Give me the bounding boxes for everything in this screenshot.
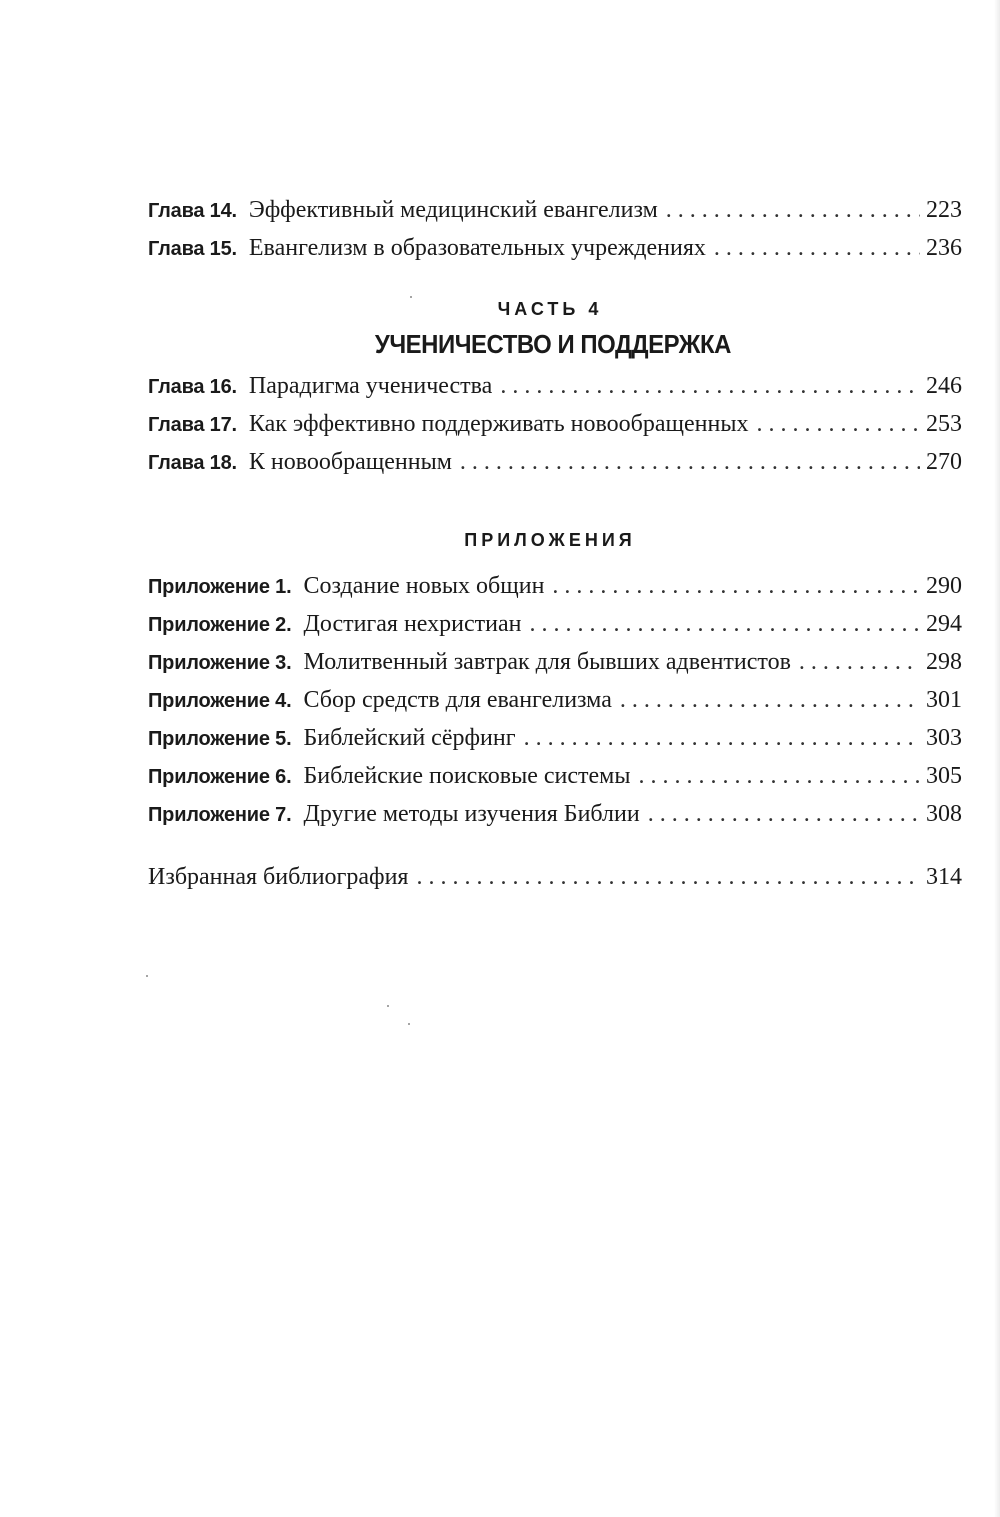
appendix-title: Молитвенный завтрак для бывших адвентистов [303,649,791,675]
appendix-title: Другие методы изучения Библии [303,801,640,827]
chapter-label: Глава 17. [148,414,237,436]
dot-leader [799,643,920,681]
page-number: 223 [926,197,962,223]
scan-speck [410,296,412,298]
scan-speck [387,1005,389,1007]
toc-entry-chapter-18 [148,443,962,481]
toc-entry-chapter-17 [148,405,962,443]
dot-leader [500,367,920,405]
toc-entry-chapter-14 [148,191,962,229]
toc-bibliography [148,858,962,896]
appendix-title: Сбор средств для евангелизма [303,687,612,713]
appendix-title: Библейский сёрфинг [303,725,516,751]
page-number: 246 [926,373,962,399]
toc-entry-appendix-3 [148,643,962,681]
toc-part4 [148,367,962,481]
appendix-label: Приложение 7. [148,804,292,826]
part-kicker: ЧАСТЬ 4 [497,299,603,319]
appendix-label: Приложение 1. [148,576,292,598]
dot-leader [524,719,920,757]
chapter-title: К новообращенным [248,449,452,475]
toc-entry-appendix-1 [148,567,962,605]
page-number: 290 [926,573,962,599]
dot-leader [714,229,920,267]
dot-leader [620,681,920,719]
scan-speck [408,1023,410,1025]
page-number: 236 [926,235,962,261]
page-number: 298 [926,649,962,675]
chapter-title: Как эффективно поддерживать новообращенных [248,411,749,437]
appendix-title: Создание новых общин [303,573,545,599]
scan-speck [146,975,148,977]
toc-entry-appendix-2 [148,605,962,643]
toc-entry-appendix-7 [148,795,962,833]
page-number: 301 [926,687,962,713]
toc-entry-appendix-6 [148,757,962,795]
dot-leader [756,405,920,443]
toc-entry-chapter-15 [148,229,962,267]
appendix-label: Приложение 5. [148,728,292,750]
dot-leader [416,858,920,896]
toc-entry-chapter-16 [148,367,962,405]
appendix-label: Приложение 2. [148,614,292,636]
toc-entry-appendix-5 [148,719,962,757]
chapter-label: Глава 14. [148,200,237,222]
page-edge-shadow [994,0,1000,1517]
toc-entry-appendix-4 [148,681,962,719]
dot-leader [552,567,920,605]
part-title: УЧЕНИЧЕСТВО И ПОДДЕРЖКА [374,329,731,359]
chapter-title: Парадигма ученичества [248,373,493,399]
page-number: 314 [926,864,962,890]
chapter-label: Глава 18. [148,452,237,474]
appendix-title: Достигая нехристиан [303,611,522,637]
page-number: 294 [926,611,962,637]
appendix-label: Приложение 4. [148,690,292,712]
chapter-label: Глава 15. [148,238,237,260]
dot-leader [460,443,920,481]
page-number: 305 [926,763,962,789]
dot-leader [529,605,920,643]
page-number: 308 [926,801,962,827]
toc-part3-tail [148,191,962,267]
dot-leader [638,757,920,795]
page-number: 270 [926,449,962,475]
appendix-title: Библейские поисковые системы [303,763,631,789]
appendix-label: Приложение 6. [148,766,292,788]
toc-entry-bibliography [148,858,962,896]
page-number: 303 [926,725,962,751]
dot-leader [648,795,920,833]
dot-leader [666,191,920,229]
appendix-label: Приложение 3. [148,652,292,674]
bibliography-title: Избранная библиография [148,864,409,890]
toc-appendices [148,567,962,833]
chapter-label: Глава 16. [148,376,237,398]
appendices-heading: ПРИЛОЖЕНИЯ [464,530,636,550]
chapter-title: Евангелизм в образовательных учреждениях [248,235,706,261]
page-number: 253 [926,411,962,437]
chapter-title: Эффективный медицинский евангелизм [248,197,658,223]
